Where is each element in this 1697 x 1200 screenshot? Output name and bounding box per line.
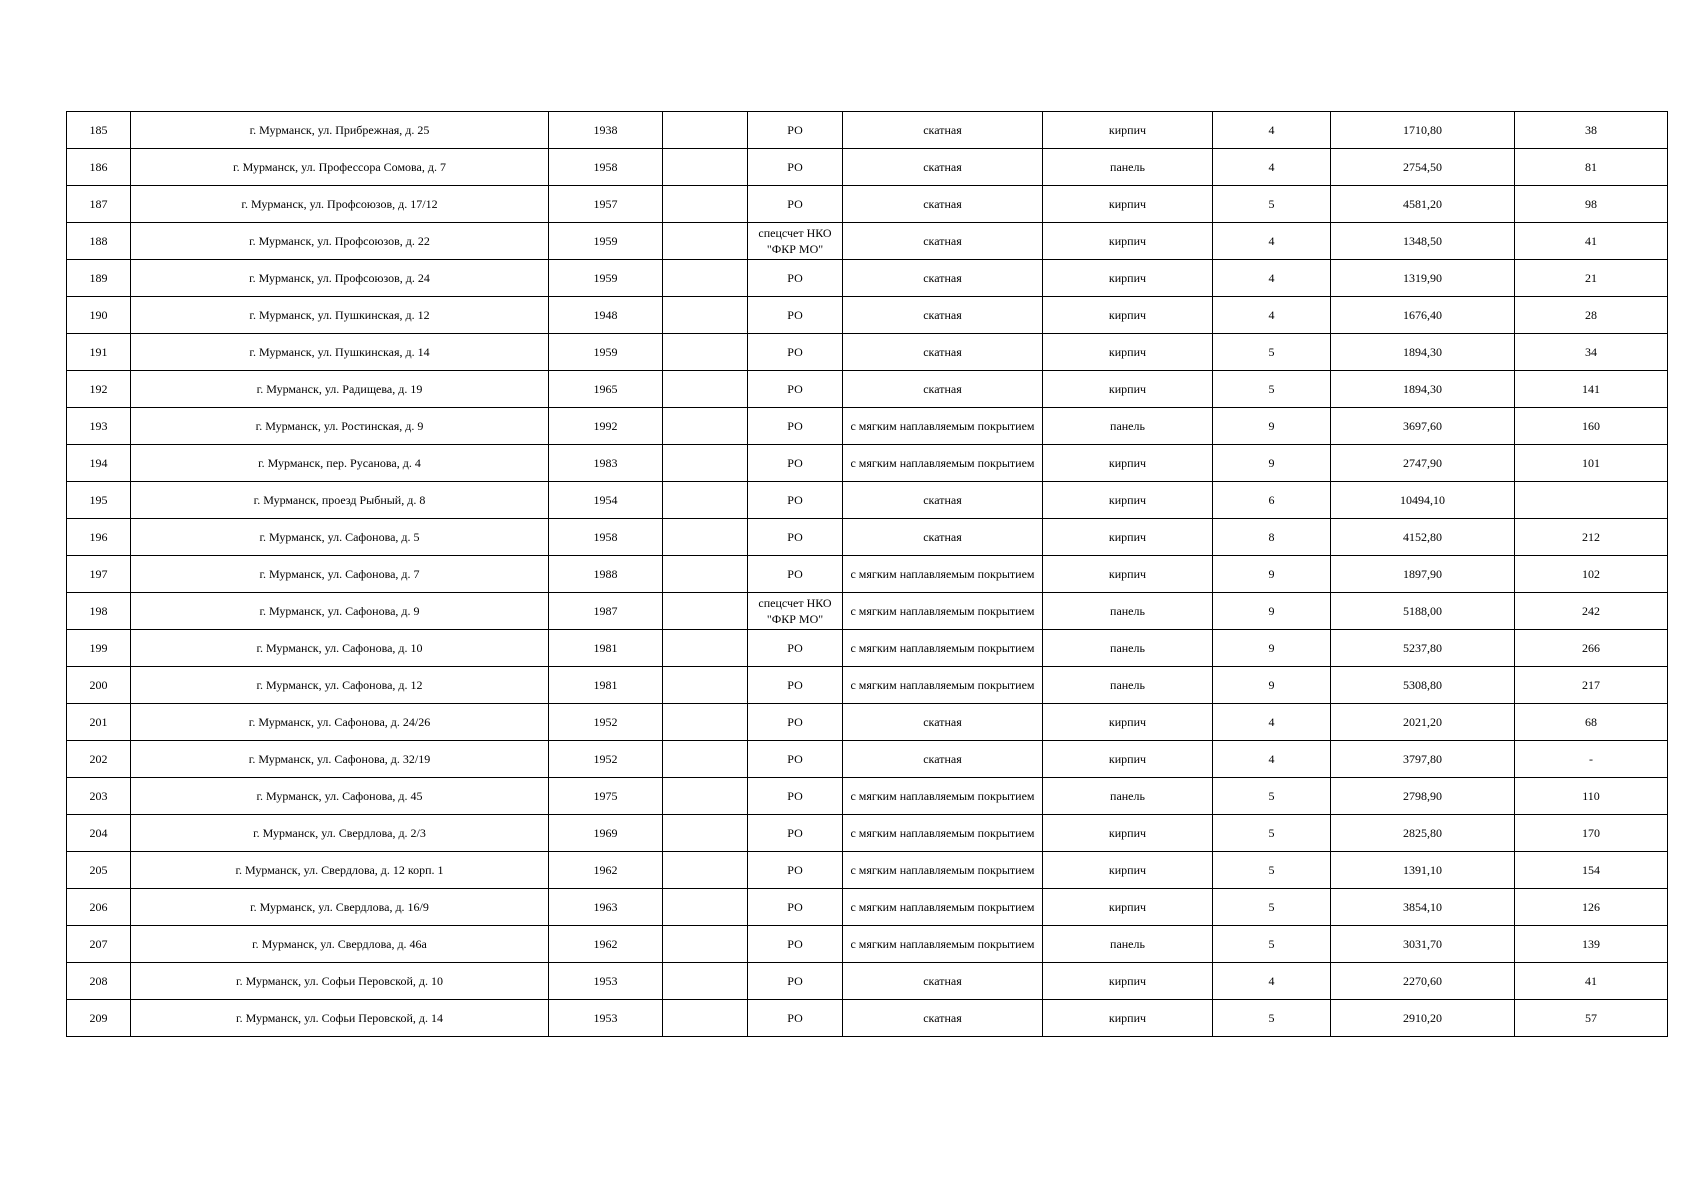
address-cell: г. Мурманск, ул. Сафонова, д. 45 [131, 778, 549, 815]
year-built-cell: 1963 [549, 889, 663, 926]
row-number-cell: 190 [67, 297, 131, 334]
empty-cell [663, 297, 748, 334]
empty-cell [663, 186, 748, 223]
fund-method-cell: РО [748, 556, 843, 593]
table-row [67, 519, 1668, 556]
address-cell: г. Мурманск, ул. Ростинская, д. 9 [131, 408, 549, 445]
address-cell: г. Мурманск, ул. Профессора Сомова, д. 7 [131, 149, 549, 186]
address-cell: г. Мурманск, ул. Прибрежная, д. 25 [131, 112, 549, 149]
empty-cell [663, 445, 748, 482]
year-built-cell: 1938 [549, 112, 663, 149]
empty-cell [663, 334, 748, 371]
fund-method-cell: РО [748, 445, 843, 482]
row-number-cell: 203 [67, 778, 131, 815]
empty-cell [663, 741, 748, 778]
area-cell: 2798,90 [1331, 778, 1515, 815]
area-cell: 2910,20 [1331, 1000, 1515, 1037]
area-cell: 3697,60 [1331, 408, 1515, 445]
year-built-cell: 1987 [549, 593, 663, 630]
fund-method-cell: спецсчет НКО "ФКР МО" [748, 223, 843, 260]
area-cell: 2754,50 [1331, 149, 1515, 186]
address-cell: г. Мурманск, ул. Свердлова, д. 12 корп. 1 [131, 852, 549, 889]
roof-type-cell: с мягким наплавляемым покрытием [843, 667, 1043, 704]
area-cell: 1894,30 [1331, 334, 1515, 371]
table-row [67, 112, 1668, 149]
fund-method-cell: РО [748, 260, 843, 297]
residents-cell: 68 [1515, 704, 1668, 741]
wall-material-cell: панель [1043, 630, 1213, 667]
table-row [67, 297, 1668, 334]
residents-cell: 170 [1515, 815, 1668, 852]
row-number-cell: 201 [67, 704, 131, 741]
address-cell: г. Мурманск, ул. Профсоюзов, д. 22 [131, 223, 549, 260]
floors-cell: 4 [1213, 223, 1331, 260]
residents-cell: 266 [1515, 630, 1668, 667]
year-built-cell: 1981 [549, 630, 663, 667]
area-cell: 1710,80 [1331, 112, 1515, 149]
wall-material-cell: кирпич [1043, 445, 1213, 482]
wall-material-cell: кирпич [1043, 704, 1213, 741]
wall-material-cell: панель [1043, 408, 1213, 445]
row-number-cell: 194 [67, 445, 131, 482]
row-number-cell: 187 [67, 186, 131, 223]
address-cell: г. Мурманск, ул. Свердлова, д. 16/9 [131, 889, 549, 926]
table-row [67, 223, 1668, 260]
residents-cell: 102 [1515, 556, 1668, 593]
roof-type-cell: с мягким наплавляемым покрытием [843, 593, 1043, 630]
fund-method-cell: РО [748, 519, 843, 556]
address-cell: г. Мурманск, ул. Радищева, д. 19 [131, 371, 549, 408]
floors-cell: 4 [1213, 963, 1331, 1000]
year-built-cell: 1965 [549, 371, 663, 408]
roof-type-cell: с мягким наплавляемым покрытием [843, 778, 1043, 815]
row-number-cell: 206 [67, 889, 131, 926]
floors-cell: 9 [1213, 445, 1331, 482]
empty-cell [663, 112, 748, 149]
empty-cell [663, 371, 748, 408]
empty-cell [663, 519, 748, 556]
table-row [67, 815, 1668, 852]
row-number-cell: 196 [67, 519, 131, 556]
wall-material-cell: панель [1043, 149, 1213, 186]
fund-method-cell: РО [748, 297, 843, 334]
fund-method-cell: РО [748, 889, 843, 926]
wall-material-cell: панель [1043, 926, 1213, 963]
wall-material-cell: кирпич [1043, 223, 1213, 260]
year-built-cell: 1957 [549, 186, 663, 223]
floors-cell: 9 [1213, 556, 1331, 593]
row-number-cell: 189 [67, 260, 131, 297]
year-built-cell: 1948 [549, 297, 663, 334]
row-number-cell: 200 [67, 667, 131, 704]
roof-type-cell: с мягким наплавляемым покрытием [843, 408, 1043, 445]
roof-type-cell: скатная [843, 223, 1043, 260]
area-cell: 2021,20 [1331, 704, 1515, 741]
residents-cell: 98 [1515, 186, 1668, 223]
area-cell: 3797,80 [1331, 741, 1515, 778]
residents-cell: 41 [1515, 963, 1668, 1000]
area-cell: 10494,10 [1331, 482, 1515, 519]
table-row [67, 667, 1668, 704]
year-built-cell: 1981 [549, 667, 663, 704]
roof-type-cell: скатная [843, 963, 1043, 1000]
empty-cell [663, 926, 748, 963]
roof-type-cell: скатная [843, 297, 1043, 334]
table-row [67, 186, 1668, 223]
table-row [67, 926, 1668, 963]
row-number-cell: 186 [67, 149, 131, 186]
wall-material-cell: кирпич [1043, 482, 1213, 519]
residents-cell: 81 [1515, 149, 1668, 186]
floors-cell: 9 [1213, 408, 1331, 445]
row-number-cell: 198 [67, 593, 131, 630]
roof-type-cell: с мягким наплавляемым покрытием [843, 852, 1043, 889]
year-built-cell: 1953 [549, 1000, 663, 1037]
residents-cell: 217 [1515, 667, 1668, 704]
wall-material-cell: кирпич [1043, 1000, 1213, 1037]
empty-cell [663, 149, 748, 186]
wall-material-cell: кирпич [1043, 260, 1213, 297]
residents-cell: 28 [1515, 297, 1668, 334]
floors-cell: 4 [1213, 149, 1331, 186]
floors-cell: 5 [1213, 334, 1331, 371]
residents-cell: 160 [1515, 408, 1668, 445]
address-cell: г. Мурманск, ул. Сафонова, д. 9 [131, 593, 549, 630]
empty-cell [663, 1000, 748, 1037]
residents-cell [1515, 482, 1668, 519]
wall-material-cell: кирпич [1043, 371, 1213, 408]
table-row [67, 704, 1668, 741]
empty-cell [663, 667, 748, 704]
area-cell: 2747,90 [1331, 445, 1515, 482]
year-built-cell: 1958 [549, 519, 663, 556]
floors-cell: 4 [1213, 112, 1331, 149]
roof-type-cell: с мягким наплавляемым покрытием [843, 630, 1043, 667]
floors-cell: 5 [1213, 852, 1331, 889]
fund-method-cell: РО [748, 815, 843, 852]
floors-cell: 4 [1213, 741, 1331, 778]
table-row [67, 408, 1668, 445]
floors-cell: 5 [1213, 778, 1331, 815]
empty-cell [663, 630, 748, 667]
floors-cell: 4 [1213, 704, 1331, 741]
table-row [67, 593, 1668, 630]
year-built-cell: 1988 [549, 556, 663, 593]
roof-type-cell: скатная [843, 186, 1043, 223]
roof-type-cell: скатная [843, 149, 1043, 186]
roof-type-cell: скатная [843, 371, 1043, 408]
fund-method-cell: РО [748, 149, 843, 186]
wall-material-cell: кирпич [1043, 112, 1213, 149]
year-built-cell: 1983 [549, 445, 663, 482]
area-cell: 1894,30 [1331, 371, 1515, 408]
address-cell: г. Мурманск, пер. Русанова, д. 4 [131, 445, 549, 482]
roof-type-cell: скатная [843, 482, 1043, 519]
roof-type-cell: с мягким наплавляемым покрытием [843, 889, 1043, 926]
year-built-cell: 1962 [549, 926, 663, 963]
row-number-cell: 209 [67, 1000, 131, 1037]
address-cell: г. Мурманск, ул. Пушкинская, д. 12 [131, 297, 549, 334]
fund-method-cell: РО [748, 963, 843, 1000]
floors-cell: 4 [1213, 260, 1331, 297]
empty-cell [663, 593, 748, 630]
year-built-cell: 1959 [549, 260, 663, 297]
wall-material-cell: кирпич [1043, 741, 1213, 778]
fund-method-cell: РО [748, 741, 843, 778]
empty-cell [663, 852, 748, 889]
row-number-cell: 197 [67, 556, 131, 593]
table-row [67, 778, 1668, 815]
year-built-cell: 1958 [549, 149, 663, 186]
table-body [67, 112, 1668, 1037]
roof-type-cell: с мягким наплавляемым покрытием [843, 815, 1043, 852]
wall-material-cell: кирпич [1043, 334, 1213, 371]
empty-cell [663, 482, 748, 519]
fund-method-cell: РО [748, 1000, 843, 1037]
area-cell: 2825,80 [1331, 815, 1515, 852]
table-row [67, 482, 1668, 519]
year-built-cell: 1952 [549, 704, 663, 741]
address-cell: г. Мурманск, ул. Сафонова, д. 7 [131, 556, 549, 593]
floors-cell: 5 [1213, 1000, 1331, 1037]
residents-cell: 110 [1515, 778, 1668, 815]
table-row [67, 149, 1668, 186]
year-built-cell: 1959 [549, 223, 663, 260]
roof-type-cell: с мягким наплавляемым покрытием [843, 926, 1043, 963]
table-row [67, 371, 1668, 408]
wall-material-cell: кирпич [1043, 556, 1213, 593]
fund-method-cell: РО [748, 852, 843, 889]
area-cell: 4581,20 [1331, 186, 1515, 223]
empty-cell [663, 963, 748, 1000]
empty-cell [663, 223, 748, 260]
empty-cell [663, 556, 748, 593]
table-row [67, 445, 1668, 482]
wall-material-cell: панель [1043, 667, 1213, 704]
address-cell: г. Мурманск, ул. Свердлова, д. 2/3 [131, 815, 549, 852]
address-cell: г. Мурманск, проезд Рыбный, д. 8 [131, 482, 549, 519]
floors-cell: 5 [1213, 186, 1331, 223]
year-built-cell: 1962 [549, 852, 663, 889]
empty-cell [663, 704, 748, 741]
empty-cell [663, 408, 748, 445]
row-number-cell: 204 [67, 815, 131, 852]
area-cell: 4152,80 [1331, 519, 1515, 556]
fund-method-cell: РО [748, 482, 843, 519]
row-number-cell: 195 [67, 482, 131, 519]
fund-method-cell: РО [748, 630, 843, 667]
row-number-cell: 202 [67, 741, 131, 778]
floors-cell: 9 [1213, 630, 1331, 667]
row-number-cell: 192 [67, 371, 131, 408]
floors-cell: 5 [1213, 889, 1331, 926]
floors-cell: 4 [1213, 297, 1331, 334]
wall-material-cell: кирпич [1043, 963, 1213, 1000]
address-cell: г. Мурманск, ул. Сафонова, д. 5 [131, 519, 549, 556]
fund-method-cell: РО [748, 408, 843, 445]
fund-method-cell: РО [748, 334, 843, 371]
address-cell: г. Мурманск, ул. Сафонова, д. 10 [131, 630, 549, 667]
row-number-cell: 205 [67, 852, 131, 889]
table-row [67, 1000, 1668, 1037]
year-built-cell: 1975 [549, 778, 663, 815]
residents-cell: 101 [1515, 445, 1668, 482]
empty-cell [663, 260, 748, 297]
residents-cell: 57 [1515, 1000, 1668, 1037]
address-cell: г. Мурманск, ул. Софьи Перовской, д. 10 [131, 963, 549, 1000]
floors-cell: 5 [1213, 371, 1331, 408]
roof-type-cell: с мягким наплавляемым покрытием [843, 445, 1043, 482]
roof-type-cell: скатная [843, 519, 1043, 556]
address-cell: г. Мурманск, ул. Сафонова, д. 24/26 [131, 704, 549, 741]
row-number-cell: 191 [67, 334, 131, 371]
table-row [67, 556, 1668, 593]
area-cell: 5188,00 [1331, 593, 1515, 630]
area-cell: 5308,80 [1331, 667, 1515, 704]
floors-cell: 9 [1213, 667, 1331, 704]
floors-cell: 8 [1213, 519, 1331, 556]
fund-method-cell: РО [748, 926, 843, 963]
roof-type-cell: скатная [843, 260, 1043, 297]
table-row [67, 852, 1668, 889]
residents-cell: 34 [1515, 334, 1668, 371]
area-cell: 1391,10 [1331, 852, 1515, 889]
year-built-cell: 1959 [549, 334, 663, 371]
wall-material-cell: кирпич [1043, 852, 1213, 889]
wall-material-cell: кирпич [1043, 889, 1213, 926]
area-cell: 1319,90 [1331, 260, 1515, 297]
roof-type-cell: скатная [843, 1000, 1043, 1037]
residents-cell: 38 [1515, 112, 1668, 149]
row-number-cell: 188 [67, 223, 131, 260]
address-cell: г. Мурманск, ул. Профсоюзов, д. 24 [131, 260, 549, 297]
fund-method-cell: РО [748, 112, 843, 149]
fund-method-cell: РО [748, 667, 843, 704]
floors-cell: 6 [1213, 482, 1331, 519]
residents-cell: 212 [1515, 519, 1668, 556]
fund-method-cell: спецсчет НКО "ФКР МО" [748, 593, 843, 630]
residents-cell: 139 [1515, 926, 1668, 963]
year-built-cell: 1969 [549, 815, 663, 852]
roof-type-cell: скатная [843, 704, 1043, 741]
roof-type-cell: скатная [843, 112, 1043, 149]
floors-cell: 9 [1213, 593, 1331, 630]
wall-material-cell: панель [1043, 778, 1213, 815]
empty-cell [663, 815, 748, 852]
row-number-cell: 199 [67, 630, 131, 667]
residents-cell: 242 [1515, 593, 1668, 630]
address-cell: г. Мурманск, ул. Пушкинская, д. 14 [131, 334, 549, 371]
residents-cell: 141 [1515, 371, 1668, 408]
residents-cell: 154 [1515, 852, 1668, 889]
residents-cell: - [1515, 741, 1668, 778]
address-cell: г. Мурманск, ул. Свердлова, д. 46а [131, 926, 549, 963]
wall-material-cell: кирпич [1043, 297, 1213, 334]
address-cell: г. Мурманск, ул. Профсоюзов, д. 17/12 [131, 186, 549, 223]
wall-material-cell: кирпич [1043, 815, 1213, 852]
year-built-cell: 1954 [549, 482, 663, 519]
residents-cell: 21 [1515, 260, 1668, 297]
roof-type-cell: с мягким наплавляемым покрытием [843, 556, 1043, 593]
table-row [67, 889, 1668, 926]
area-cell: 3854,10 [1331, 889, 1515, 926]
row-number-cell: 207 [67, 926, 131, 963]
wall-material-cell: панель [1043, 593, 1213, 630]
empty-cell [663, 778, 748, 815]
area-cell: 1348,50 [1331, 223, 1515, 260]
fund-method-cell: РО [748, 371, 843, 408]
year-built-cell: 1953 [549, 963, 663, 1000]
address-cell: г. Мурманск, ул. Софьи Перовской, д. 14 [131, 1000, 549, 1037]
table-row [67, 630, 1668, 667]
housing-register-table [66, 111, 1668, 1037]
fund-method-cell: РО [748, 778, 843, 815]
row-number-cell: 208 [67, 963, 131, 1000]
roof-type-cell: скатная [843, 741, 1043, 778]
address-cell: г. Мурманск, ул. Сафонова, д. 12 [131, 667, 549, 704]
area-cell: 1897,90 [1331, 556, 1515, 593]
area-cell: 2270,60 [1331, 963, 1515, 1000]
area-cell: 1676,40 [1331, 297, 1515, 334]
roof-type-cell: скатная [843, 334, 1043, 371]
area-cell: 3031,70 [1331, 926, 1515, 963]
address-cell: г. Мурманск, ул. Сафонова, д. 32/19 [131, 741, 549, 778]
wall-material-cell: кирпич [1043, 186, 1213, 223]
table-row [67, 334, 1668, 371]
wall-material-cell: кирпич [1043, 519, 1213, 556]
table-row [67, 260, 1668, 297]
residents-cell: 41 [1515, 223, 1668, 260]
table-row [67, 741, 1668, 778]
row-number-cell: 193 [67, 408, 131, 445]
row-number-cell: 185 [67, 112, 131, 149]
residents-cell: 126 [1515, 889, 1668, 926]
fund-method-cell: РО [748, 704, 843, 741]
area-cell: 5237,80 [1331, 630, 1515, 667]
floors-cell: 5 [1213, 926, 1331, 963]
fund-method-cell: РО [748, 186, 843, 223]
floors-cell: 5 [1213, 815, 1331, 852]
empty-cell [663, 889, 748, 926]
year-built-cell: 1952 [549, 741, 663, 778]
table-row [67, 963, 1668, 1000]
year-built-cell: 1992 [549, 408, 663, 445]
